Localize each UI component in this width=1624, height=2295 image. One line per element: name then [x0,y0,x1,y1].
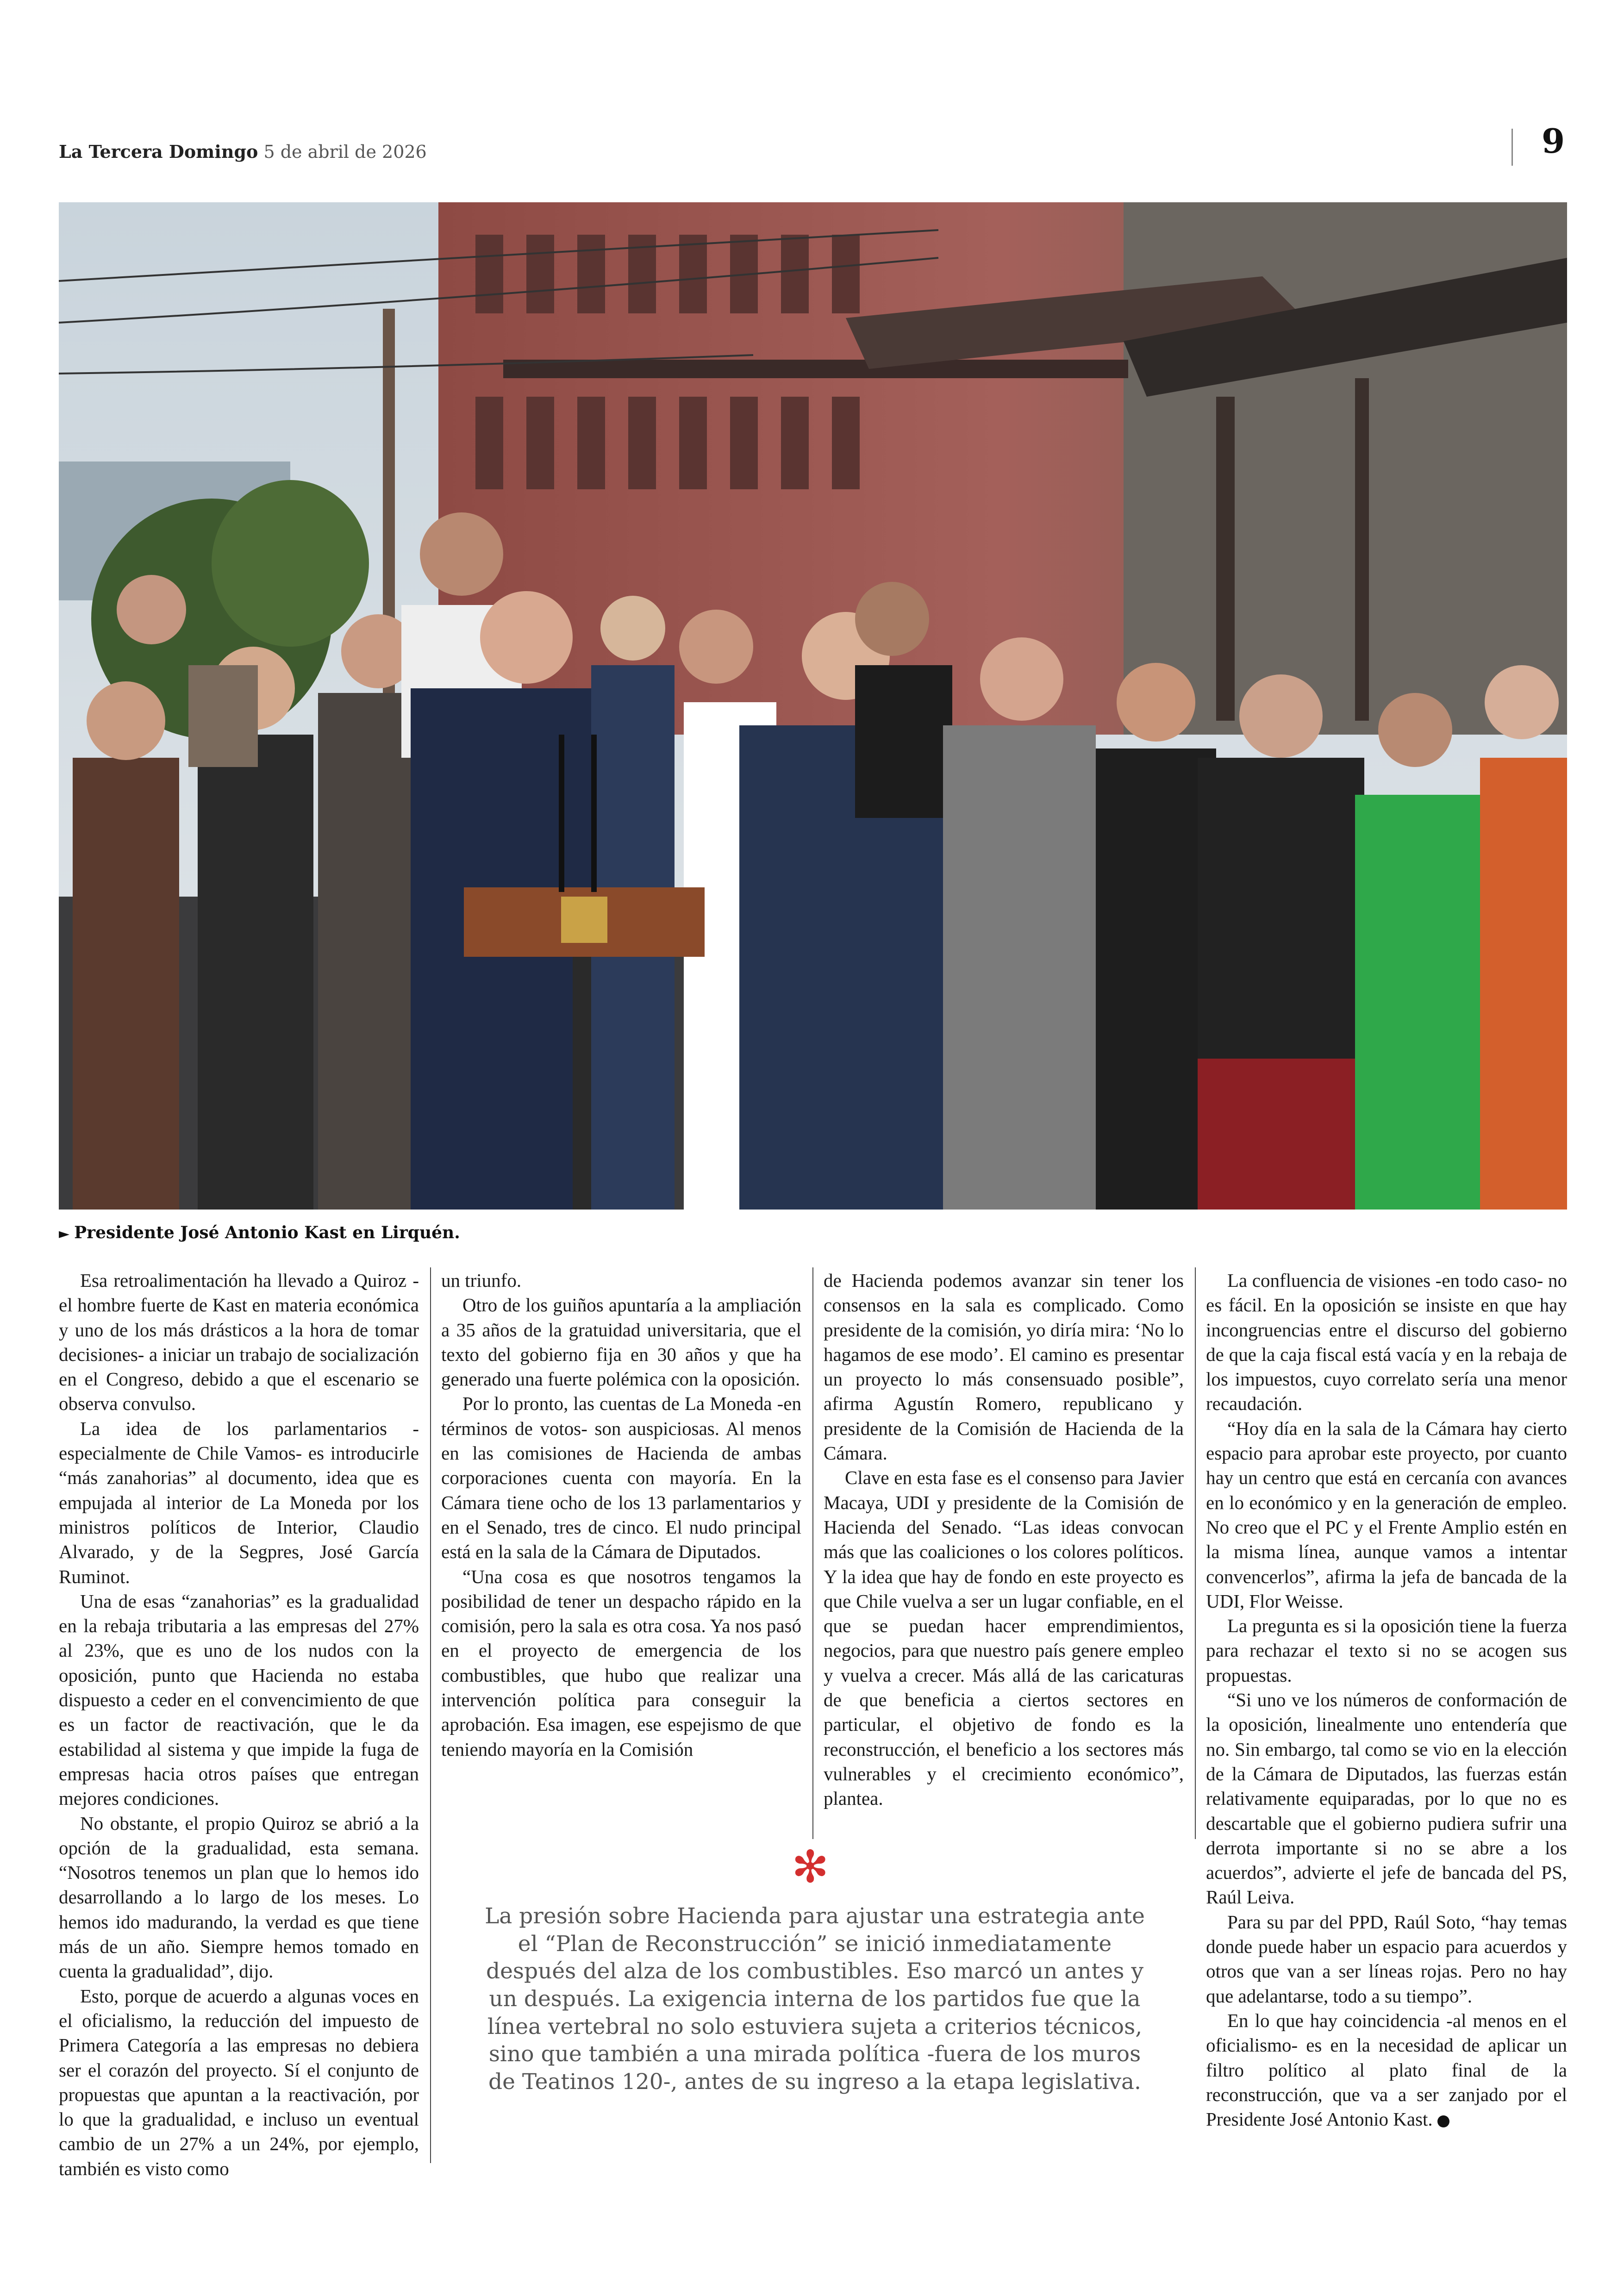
publication-date: 5 de abril de 2026 [263,142,427,162]
page-number: 9 [1542,121,1565,161]
paragraph: “Si uno ve los números de conformación de la oposición, linealmente uno entendería que no. Sin embargo, tal como se vio en la elección de la Cámara de Diputados, las fuerzas están relativamente equiparadas, por lo que no es descartable que el gobierno pudiera sufrir una derrota importante si no se abre a los acuerdos”, advierte el jefe de bancada del PS, Raúl Leiva. [1206,1689,1567,1908]
paragraph: Una de esas “zanahorias” es la gradualidad en la rebaja tributaria a las empresas del 27% al 23%, que es uno de los nudos con la oposición, punto que Hacienda no estaba dispuesto a ceder en el convencimiento de que es un factor de reactivación, que le da estabilidad al sistema y que impide la fuga de empresas hacia otros países que entregan mejores condiciones. [59,1590,419,1809]
paragraph: un triunfo. [441,1270,522,1291]
article-column-3 [824,1268,1184,1811]
caption-text: Presidente José Antonio Kast en Lirquén. [74,1223,460,1242]
pull-quote: La presión sobre Hacienda para ajustar una estrategia ante el “Plan de Reconstrucción” se inició inmediatamente después del alza de los combustibles. Eso marcó un antes y un después. La exigencia interna de los partidos fue que la línea vertebral no solo estuviera sujeta a criterios técnicos, sino que también a una mirada política -fuera de los muros de Teatinos 120-, antes de su ingreso a la etapa legislativa. [485,1903,1145,2095]
paragraph: La pregunta es si la oposición tiene la fuerza para rechazar el texto si no se acogen sus propuestas. [1206,1615,1567,1686]
paragraph: Esto, porque de acuerdo a algunas voces en el oficialismo, la reducción del impuesto de Primera Categoría a las empresas no debiera ser el corazón del proyecto. Sí el conjunto de propuestas que apuntan a la reactivación, por lo que la gradualidad, e incluso un eventual cambio de un 27% a un 24%, por ejemplo, también es visto como [59,1985,419,2179]
paragraph [1206,2008,1567,2132]
paragraph: Clave en esta fase es el consenso para Javier Macaya, UDI y presidente de la Comisión de Hacienda del Senado. “Las ideas convocan más que las coaliciones o los colores políticos. Y la idea que hay de fondo en este proyecto es que Chile vuelva a ser un lugar confiable, en el que se puedan hacer emprendimientos, negocios, para que nuestro país genere empleo y vuelva a crecer. Más allá de las caricaturas de que beneficia a ciertos sectores en particular, el objetivo de fondo es la reconstrucción, el beneficio a los sectores más vulnerables y el crecimiento económico”, plantea. [824,1467,1184,1809]
paragraph: Por lo pronto, las cuentas de La Moneda -en términos de votos- son auspiciosas. Al menos en las comisiones de Hacienda de ambas corporaciones cuenta con mayoría. En la Cámara tiene ocho de los 13 parlamentarios y en el Senado, tres de cinco. El nudo principal está en la sala de la Cámara de Diputados. [441,1393,801,1563]
final-paragraph-text: En lo que hay coincidencia -al menos en el oficialismo- es en la necesidad de aplicar un filtro político al plato final de la reconstrucción, que va a ser zanjado por el Presidente José Antonio Kast. [1206,2009,1567,2130]
column-divider [812,1267,813,1839]
article-column-1 [59,1268,419,2181]
photo-caption [59,1223,460,1242]
newspaper-name: La Tercera Domingo [59,141,258,162]
header-divider [1512,129,1513,166]
paragraph: Otro de los guiños apuntaría a la ampliación a 35 años de la gratuidad universitaria, que el texto del gobierno fija en 30 años y que ha generado una fuerte polémica con la oposición. [441,1294,801,1390]
paragraph: Esa retroalimentación ha llevado a Quiroz -el hombre fuerte de Kast en materia económica y uno de los más drásticos a la hora de tomar decisiones- a iniciar un trabajo de socialización en el Congreso, debido a que el escenario se observa convulso. [59,1270,419,1415]
column-divider [430,1267,431,2163]
paragraph: de Hacienda podemos avanzar sin tener los consensos en la sala es complicado. Como presidente de la comisión, yo diría mira: ‘No lo hagamos de ese modo’. El camino es presentar un proyecto lo más consensuado posible”, afirma Agustín Romero, republicano y presidente de la Comisión de Hacienda de la Cámara. [824,1270,1184,1464]
column-divider [1195,1267,1196,1839]
paragraph: Para su par del PPD, Raúl Soto, “hay temas donde puede haber un espacio para acuerdos y otros que van a ser líneas rojas. Pero no hay que adelantarse, todo a su tiempo”. [1206,1911,1567,2007]
paragraph: No obstante, el propio Quiroz se abrió a la opción de la gradualidad, esta semana. “Nosotros tenemos un plan que lo hemos ido desarrollando a lo largo de los meses. Lo hemos ido madurando, la verdad es que tiene más de un año. Siempre hemos tomado en cuenta la gradualidad”, dijo. [59,1812,419,1982]
paragraph: La confluencia de visiones -en todo caso- no es fácil. En la oposición se insiste en que hay incongruencias entre el discurso del gobierno de que la caja fiscal está vacía y en la rebaja de los impuestos, cuyo correlato sería una menor recaudación. [1206,1270,1567,1415]
caption-marker-icon: ► [59,1226,70,1242]
news-photo [59,202,1567,1210]
paragraph: La idea de los parlamentarios -especialmente de Chile Vamos- es introducirle “más zanahorias” al documento, idea que es empujada al interior de La Moneda por los ministros políticos de Interior, Claudio Alvarado, y de la Segpres, José García Ruminot. [59,1417,419,1587]
paragraph: “Hoy día en la sala de la Cámara hay cierto espacio para aprobar este proyecto, por cuanto hay un centro que está en cercanía con avances en lo económico y en la generación de empleo. No creo que el PC y el Frente Amplio estén en la misma línea, aunque vamos a intentar convencerlos”, afirma la jefa de bancada de la UDI, Flor Weisse. [1206,1417,1567,1612]
article-column-4 [1206,1268,1567,2132]
asterisk-ornament-icon: ✻ [792,1841,829,1893]
page-header [59,141,427,162]
end-of-article-icon: ● [1437,2115,1449,2127]
paragraph: “Una cosa es que nosotros tengamos la posibilidad de tener un despacho rápido en la comisión, pero la sala es otra cosa. Ya nos pasó en el proyecto de emergencia de los combustibles, que hubo que realizar una intervención política para conseguir la aprobación. Esa imagen, ese espejismo de que teniendo mayoría en la Comisión [441,1565,801,1760]
article-column-2 [441,1268,801,1762]
